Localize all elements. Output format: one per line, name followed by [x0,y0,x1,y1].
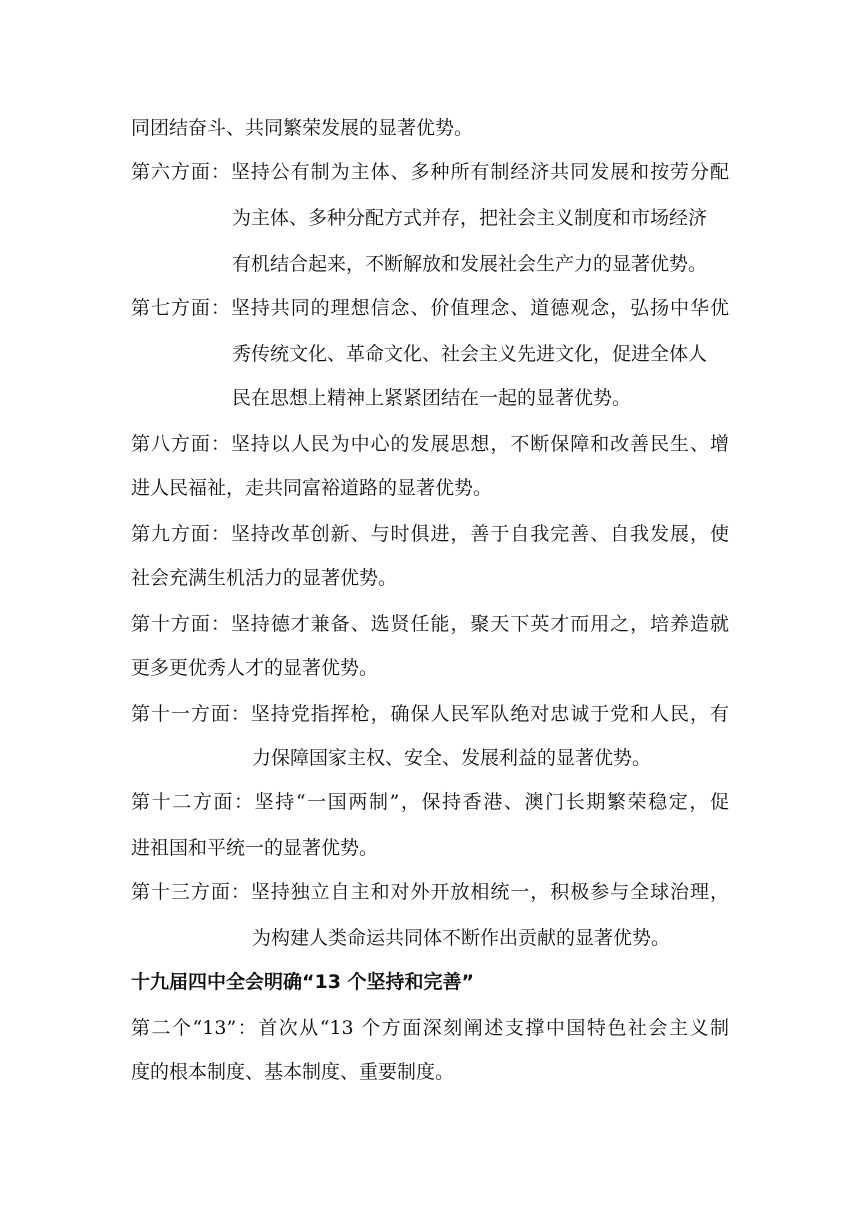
paragraph-line: 有机结合起来，不断解放和发展社会生产力的显著优势。 [232,253,708,275]
paragraph-line: 第七方面：坚持共同的理想信念、价值理念、道德观念，弘扬中华优 [131,297,729,319]
paragraph-line: 第八方面：坚持以人民为中心的发展思想，不断保障和改善民生、增 [131,433,729,455]
paragraph-line: 为构建人类命运共同体不断作出贡献的显著优势。 [252,927,671,949]
paragraph-line: 第十二方面：坚持“一国两制”，保持香港、澳门长期繁荣稳定，促 [131,791,729,813]
paragraph-line: 同团结奋斗、共同繁荣发展的显著优势。 [131,117,474,139]
paragraph-line: 力保障国家主权、安全、发展利益的显著优势。 [252,747,652,769]
paragraph-line: 第九方面：坚持改革创新、与时俱进，善于自我完善、自我发展，使 [131,523,729,545]
paragraph-line: 民在思想上精神上紧紧团结在一起的显著优势。 [232,387,632,409]
paragraph-line: 第十方面：坚持德才兼备、选贤任能，聚天下英才而用之，培养造就 [131,613,729,635]
paragraph-line: 进人民福祉，走共同富裕道路的显著优势。 [131,477,493,499]
paragraph-line: 社会充满生机活力的显著优势。 [131,567,398,589]
paragraph-line: 进祖国和平统一的显著优势。 [131,837,379,859]
paragraph-line: 更多更优秀人才的显著优势。 [131,657,379,679]
paragraph-line: 度的根本制度、基本制度、重要制度。 [131,1061,455,1083]
paragraph-line: 秀传统文化、革命文化、社会主义先进文化，促进全体人 [232,343,708,365]
paragraph-line: 第十一方面：坚持党指挥枪，确保人民军队绝对忠诚于党和人民，有 [131,703,729,725]
paragraph-line: 为主体、多种分配方式并存，把社会主义制度和市场经济 [232,207,708,229]
paragraph-line: 第六方面：坚持公有制为主体、多种所有制经济共同发展和按劳分配 [131,161,729,183]
paragraph-line: 第二个“13”：首次从“13 个方面深刻阐述支撑中国特色社会主义制 [131,1017,729,1039]
paragraph-line: 第十三方面：坚持独立自主和对外开放相统一，积极参与全球治理， [131,881,729,903]
section-heading: 十九届四中全会明确“13 个坚持和完善” [131,971,475,993]
